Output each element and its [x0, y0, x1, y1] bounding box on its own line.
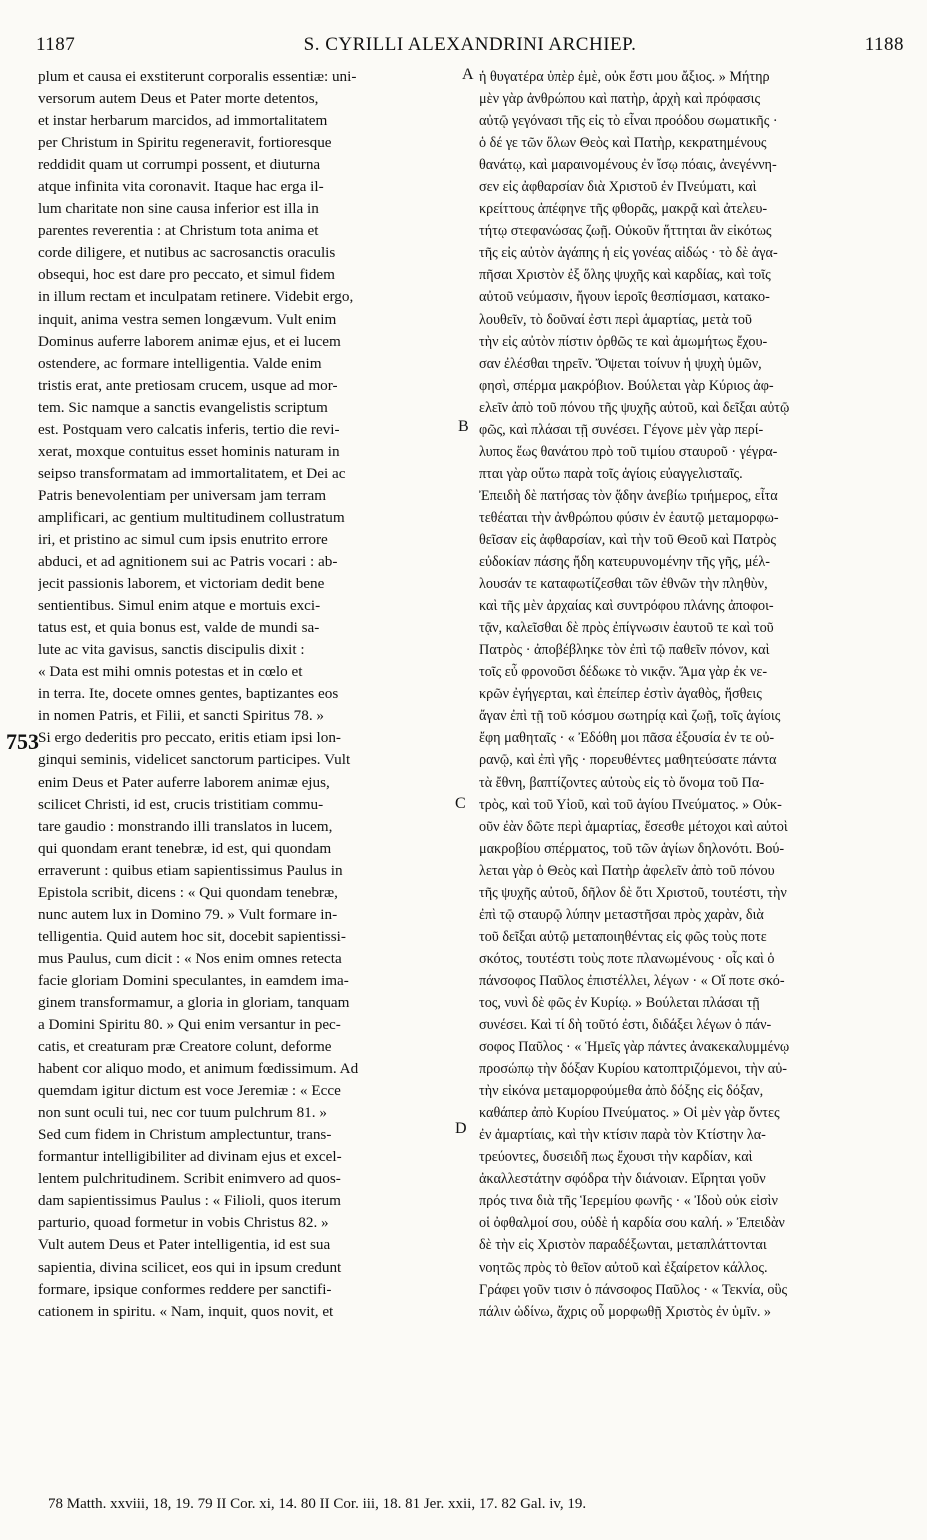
latin-text-line: xerat, moxque contuitus esset hominis naturam in [38, 442, 340, 460]
greek-text-line: τρεύοντες, δυσειδῆ πως ἔχουσι τὴν καρδίαν, καὶ [479, 1149, 753, 1166]
latin-text-line: catis, et creaturam præ Creatore colunt, deforme [38, 1038, 332, 1056]
greek-text-line: θεῖσαν εἰς ἀφθαρσίαν, καὶ τὴν τοῦ Θεοῦ καὶ Πατρὸς [479, 531, 777, 548]
latin-text-line: ginem transformamur, a gloria in gloriam, tanquam [38, 993, 350, 1011]
greek-text-line: τος, νυνὶ δὲ φῶς ἐν Κυρίῳ. » Βούλεται πλάσαι τῇ [479, 994, 760, 1011]
latin-text-line: plum et causa ei exstiterunt corporalis essentiæ: uni- [38, 68, 357, 85]
greek-text-line: ὁ δέ γε τῶν ὅλων Θεὸς καὶ Πατὴρ, κεκρατημένους [479, 135, 767, 152]
greek-text-line: κρῶν ἐγήγερται, καὶ ἐπείπερ ἐστὶν ἀγαθὸς, ἥσθεις [479, 686, 762, 703]
greek-text-line: οῦν ἐὰν δῶτε περὶ ἁμαρτίας, ἔσεσθε μέτοχοι καὶ αὐτοὶ [479, 818, 788, 835]
latin-text-line: telligentia. Quid autem hoc sit, docebit sapientissi- [38, 927, 346, 945]
latin-text-line: quemdam igitur dictum est voce Jeremiæ : « Ecce [38, 1082, 341, 1100]
latin-text-line: non sunt oculi tui, nec cor tuum pulchrum 81. » [38, 1104, 327, 1122]
greek-text-line: αὐτοῦ νεύμασιν, ἤγουν ἱεροῖς θεσπίσμασι, κατακο- [479, 289, 770, 306]
greek-text-line: τᾷν, καλεῖσθαι δὲ πρὸς ἐπίγνωσιν ἑαυτοῦ τε καὶ τοῦ [479, 620, 774, 637]
latin-text-line: parentes reverentia : at Christum tota anima et [38, 222, 319, 240]
greek-text-line: μακροβίου σπέρματος, τοῦ τῶν ἁγίων δηλονότι. Βού- [479, 840, 785, 857]
greek-text-line: τὴν εἰς αὐτὸν πίστιν ὀρθῶς τε καὶ ἀμωμήτως ἔχου- [479, 333, 768, 350]
greek-text-line: νοητῶς πρὸς τὸ θεῖον αὐτοῦ καὶ ἐξαίρετον κάλλος. [479, 1259, 768, 1276]
greek-text-line: κρείττους ἀπέφηνε τῆς φθορᾶς, μακρᾷ καὶ ἀτελευ- [479, 201, 768, 218]
margin-marker-c: C [455, 795, 466, 812]
latin-text-line: Epistola scribit, dicens : « Qui quondam tenebræ, [38, 883, 338, 901]
greek-text-line: καθάπερ ἀπὸ Κυρίου Πνεύματος. » Οἱ μὲν γὰρ ὄντες [479, 1105, 780, 1122]
page-header [36, 34, 904, 58]
page-number-right: 1188 [864, 34, 904, 55]
greek-text-line: ἀκαλλεστάτην σφόδρα τὴν διάνοιαν. Εἴρηται γοῦν [479, 1171, 766, 1188]
greek-text-line: ελεῖν ἀπὸ τοῦ πόνου τῆς ψυχῆς αὐτοῦ, καὶ δεῖξαι αὐτῷ [479, 399, 790, 416]
latin-text-line: versorum autem Deus et Pater morte detentos, [38, 90, 319, 108]
greek-text-line: πρός τινα διὰ τῆς Ἱερεμίου φωνῆς · « Ἰδοὺ οὐκ εἰσὶν [479, 1193, 778, 1210]
footnotes: 78 Matth. xxviii, 18, 19. 79 II Cor. xi, 14. 80 II Cor. iii, 18. 81 Jer. xxii, 17. 82 Gal. iv, 19. [48, 1496, 587, 1512]
greek-text-line: τῆς ψυχῆς αὐτοῦ, δῆλον δὲ ὅτι Χριστοῦ, τουτέστι, τὴν [479, 884, 787, 901]
greek-text-line: συνέσει. Καὶ τί δὴ τοῦτό ἐστι, διδάξει λέγων ὁ πάν- [479, 1017, 772, 1034]
greek-text-line: τήτῳ στεφανώσας ζωῇ. Οὐκοῦν ἥττηται ἂν εἰκότως [479, 223, 772, 240]
page-number-left: 1187 [36, 34, 76, 55]
greek-text-line: αὐτῷ γεγόνασι τῆς εἰς τὸ εἶναι προόδου σωματικῆς · [479, 113, 778, 130]
greek-text-line: Γράφει γοῦν τισιν ὁ πάνσοφος Παῦλος · « Τεκνία, οὓς [479, 1281, 788, 1298]
greek-text-line: τεθέαται τὴν ἀνθρώπου φύσιν ἐν ἑαυτῷ μεταμορφω- [479, 509, 779, 526]
greek-text-line: πῆσαι Χριστὸν ἐξ ὅλης ψυχῆς καὶ καρδίας, καὶ τοῖς [479, 267, 771, 284]
column-number: 753 [6, 729, 39, 754]
latin-text-line: tem. Sic namque a sanctis evangelistis scriptum [38, 398, 328, 416]
greek-text-line: ἡ θυγατέρα ὑπὲρ ἐμὲ, οὐκ ἔστι μου ἄξιος. » Μήτηρ [479, 69, 770, 85]
greek-text-line: λεται γὰρ ὁ Θεὸς καὶ Πατὴρ ἀφελεῖν ἀπὸ τοῦ πόνου [479, 862, 775, 879]
greek-text-line: λουσάν τε καταφωτίζεσθαι τῶν ἐθνῶν τὴν πληθὺν, [479, 576, 768, 593]
latin-text-line: in terra. Ite, docete omnes gentes, baptizantes eos [38, 685, 339, 703]
latin-text-line: « Data est mihi omnis potestas et in cœlo et [38, 663, 303, 681]
greek-text-line: ἐπὶ τῷ σταυρῷ λύπην μεταστῆσαι πρὸς χαρὰν, διὰ [479, 906, 764, 923]
greek-text-line: τὴν εἰκόνα μεταμορφούμεθα ἀπὸ δόξης εἰς δόξαν, [479, 1083, 764, 1100]
latin-text-line: Si ergo dederitis pro peccato, eritis etiam ipsi lon- [38, 729, 341, 747]
latin-text-line: lum charitate non sine causa inferior est illa in [38, 200, 319, 218]
latin-text-line: tatus est, et quia bonus est, valde de mundi sa- [38, 619, 320, 637]
latin-text-line: Vult autem Deus et Pater intelligentia, id est sua [38, 1236, 331, 1254]
latin-column [38, 66, 454, 1323]
greek-text-line: φησὶ, σπέρμα μακρόβιον. Βούλεται γὰρ Κύριος ἀφ- [479, 377, 774, 394]
latin-text-line: qui quondam erant tenebræ, id est, qui quondam [38, 839, 332, 857]
latin-text-line: scilicet Christi, id est, crucis tristitiam commu- [38, 795, 324, 813]
latin-text-line: a Domini Spiritu 80. » Qui enim versantur in pec- [38, 1016, 341, 1034]
greek-text-line: ἔφη μαθηταῖς · « Ἐδόθη μοι πᾶσα ἐξουσία ἐν τε οὐ- [479, 730, 775, 747]
latin-text-line: parturio, quoad formetur in vobis Christus 82. » [38, 1214, 329, 1232]
latin-text-line: tristis erat, ante pretiosam crucem, usque ad mor- [38, 376, 338, 394]
greek-column [479, 66, 907, 1323]
greek-text-line: οἱ ὀφθαλμοί σου, οὐδὲ ἡ καρδία σου καλή. » Ἐπειδὰν [479, 1215, 785, 1232]
latin-text-line: habent cor aliquo modo, et animum fœdissimum. Ad [38, 1060, 359, 1078]
latin-text-line: amplificari, ac gentium multitudinem collustratum [38, 508, 345, 526]
margin-marker-d: D [455, 1120, 467, 1137]
greek-text-line: σεν εἰς ἀφθαρσίαν διὰ Χριστοῦ ἐν Πνεύματι, καὶ [479, 179, 757, 196]
greek-text-line: πάλιν ὠδίνω, ἄχρις οὗ μορφωθῇ Χριστὸς ἐν ὑμῖν. » [479, 1303, 772, 1320]
running-title: S. CYRILLI ALEXANDRINI ARCHIEP. [303, 34, 637, 55]
latin-text-line: mus Paulus, cum dicit : « Nos enim omnes retecta [38, 949, 342, 967]
latin-text-line: cationem in spiritu. « Nam, inquit, quos novit, et [38, 1302, 334, 1320]
greek-text-line: πάνσοφος Παῦλος ἐπιστέλλει, λέγων · « Οἵ ποτε σκό- [479, 972, 785, 989]
greek-text-line: εὐδοκίαν πάσης ἤδη κατευρυνομένην τῆς γῆς, μέλ- [479, 554, 770, 571]
greek-text-line: σαν ἐλέσθαι τηρεῖν. Ὄψεται τοίνυν ἡ ψυχὴ ὑμῶν, [479, 355, 762, 372]
latin-text-line: erraverunt : quibus etiam sapientissimus Paulus in [38, 861, 343, 879]
greek-text-line: τῆς εἰς αὐτὸν ἀγάπης ἡ εἰς γονέας αἰδώς · τὸ δὲ ἀγα- [479, 245, 778, 262]
latin-text-line: corde diligere, et nutibus ac sacrosanctis oraculis [38, 244, 336, 262]
latin-text-line: jecit passionis laborem, et victoriam dedit bene [38, 575, 325, 593]
greek-text-line: τρὸς, καὶ τοῦ Υἱοῦ, καὶ τοῦ ἁγίου Πνεύματος. » Οὐκ- [479, 796, 782, 813]
greek-text-line: πται γὰρ οὕτω παρὰ τοῖς ἁγίοις εὐαγγελισταῖς. [479, 465, 743, 482]
latin-text-line: seipso transformatam ad immortalitatem, et Dei ac [38, 464, 346, 482]
latin-text-line: nunc autem lux in Domino 79. » Vult formare in- [38, 905, 338, 923]
latin-text-line: iri, et pristino ac simul cum ipsis enutrito errore [38, 530, 328, 548]
latin-text-line: Patris benevolentiam per universam jam terram [38, 486, 327, 504]
greek-text-line: λουθεῖν, τὸ δοῦναί ἐστι περὶ ἁμαρτίας, μετὰ τοῦ [479, 311, 752, 328]
latin-text-line: formare, ipsique conformes reddere per sanctifi- [38, 1280, 332, 1298]
latin-text-line: obsequi, hoc est dare pro peccato, et simul fidem [38, 266, 335, 284]
latin-text-line: lentem pulchritudinem. Scribit enimvero ad quos- [38, 1170, 341, 1188]
latin-text-line: atque infinita vita coronavit. Itaque hac erga il- [38, 178, 324, 196]
latin-text-line: Dominus auferre laborem animæ ejus, et ei lucem [38, 332, 341, 350]
greek-text-line: τοῖς εὖ φρονοῦσι δέδωκε τὸ νικᾷν. Ἅμα γὰρ ἐκ νε- [479, 664, 768, 681]
margin-marker-a: A [462, 66, 474, 83]
greek-text-line: τοῦ δεῖξαι αὐτῷ μεταποιηθέντας εἰς φῶς τοὺς ποτε [479, 928, 767, 945]
latin-text-line: dam sapientissimus Paulus : « Filioli, quos iterum [38, 1192, 341, 1210]
latin-text-line: abduci, et ad agnitionem sui ac Patris vocari : ab- [38, 553, 338, 571]
latin-text-line: est. Postquam vero calcatis inferis, tertio die revi- [38, 420, 340, 438]
greek-text-line: μὲν γὰρ ἀνθρώπου καὶ πατὴρ, ἀρχὴ καὶ πρόφασις [479, 91, 761, 108]
latin-text-line: inquit, anima vestra semen longævum. Vult enim [38, 310, 337, 328]
latin-text-line: reddidit quam ut corrumpi possent, et diuturna [38, 156, 321, 174]
greek-text-line: φῶς, καὶ πλάσαι τῇ συνέσει. Γέγονε μὲν γὰρ περί- [479, 421, 764, 438]
latin-text-line: sapientia, divina scilicet, eos qui in ipsum credunt [38, 1258, 342, 1276]
latin-text-line: facie gloriam Domini speculantes, in eamdem ima- [38, 971, 349, 989]
greek-text-line: θανάτῳ, καὶ μαραινομένους ἐν ἴσῳ πόαις, ἀνεγέννη- [479, 157, 777, 174]
latin-text-line: Sed cum fidem in Christum amplectuntur, trans- [38, 1126, 332, 1144]
margin-marker-b: B [458, 418, 469, 435]
latin-text-line: lute ac vita gavisus, sanctis discipulis dixit : [38, 641, 305, 659]
greek-text-line: ἐν ἁμαρτίαις, καὶ τὴν κτίσιν παρὰ τὸν Κτίστην λα- [479, 1127, 766, 1144]
greek-text-line: σοφος Παῦλος · « Ἡμεῖς γὰρ πάντες ἀνακεκαλυμμένῳ [479, 1039, 790, 1056]
latin-text-line: enim Deus et Pater auferre laborem animæ ejus, [38, 773, 330, 791]
greek-text-line: τὰ ἔθνη, βαπτίζοντες αὐτοὺς εἰς τὸ ὄνομα τοῦ Πα- [479, 774, 765, 791]
greek-text-line: ἄγαν ἐπὶ τῇ τοῦ κόσμου σωτηρίᾳ καὶ ζωῇ, τοῖς ἁγίοις [479, 708, 781, 725]
latin-text-line: in illum rectam et inculpatam retinere. Videbit ergo, [38, 288, 354, 306]
latin-text-line: in nomen Patris, et Filii, et sancti Spiritus 78. » [38, 707, 325, 725]
latin-text-line: formantur intelligibiliter ad divinam ejus et excel- [38, 1148, 342, 1166]
latin-text-line: et instar herbarum marcidos, ad immortalitatem [38, 112, 328, 130]
greek-text-line: Ἐπειδὴ δὲ πατήσας τὸν ᾅδην ἀνεβίω τριήμερος, εἶτα [479, 487, 778, 504]
greek-text-line: λυπος ἕως θανάτου πρὸ τοῦ τιμίου σταυροῦ · γέγρα- [479, 443, 778, 460]
latin-text-line: ginqui seminis, videlicet sanctorum participes. Vult [38, 751, 351, 769]
greek-text-line: σκότος, τουτέστι τοὺς ποτε πλανωμένους · οἷς καὶ ὁ [479, 950, 775, 967]
greek-text-line: προσώπῳ τὴν δόξαν Κυρίου κατοπτριζόμενοι, τὴν αὐ- [479, 1061, 787, 1078]
greek-text-line: καὶ τῆς μὲν ἀρχαίας καὶ συντρόφου πλάνης ἀποφοι- [479, 598, 774, 615]
latin-text-line: sentientibus. Simul enim atque e mortuis exci- [38, 597, 321, 615]
greek-text-line: Πατρὸς · ἀποβέβληκε τὸν ἐπὶ τῷ παθεῖν πόνον, καὶ [479, 642, 770, 659]
greek-text-line: ρανῷ, καὶ ἐπὶ γῆς · πορευθέντες μαθητεύσατε πάντα [479, 752, 777, 769]
latin-text-line: ostendere, ac formare intelligentia. Valde enim [38, 354, 322, 372]
latin-text-line: tare gaudio : monstrando illi translatos in lucem, [38, 817, 333, 835]
greek-text-line: δὲ τὴν εἰς Χριστὸν παραδέξωνται, μεταπλάττονται [479, 1237, 767, 1254]
latin-text-line: per Christum in Spiritu regeneravit, fortioresque [38, 134, 332, 152]
